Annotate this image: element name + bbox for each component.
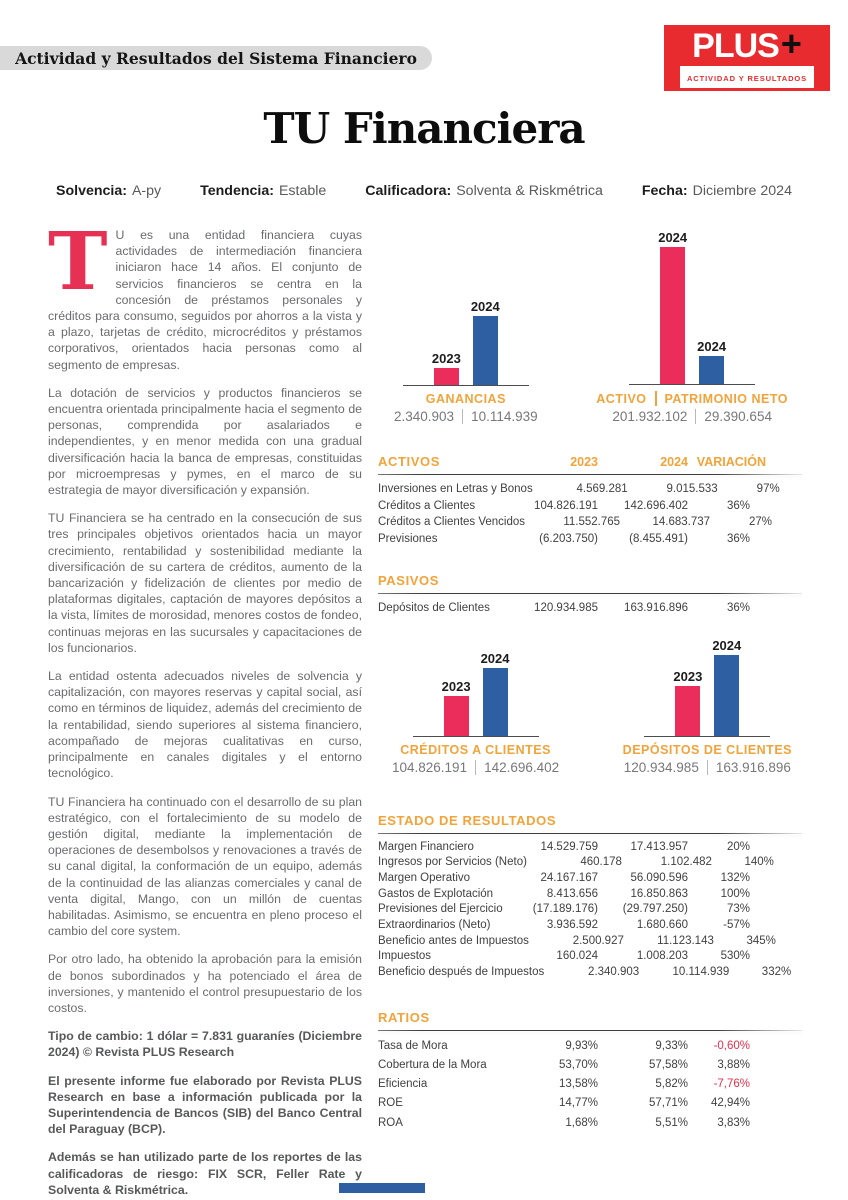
chart-value: 163.916.896 <box>715 759 791 775</box>
row-value: 1.008.203 <box>636 950 688 963</box>
chart-label: GANANCIAS <box>425 392 506 406</box>
logo-subtitle-strip <box>680 66 814 88</box>
table-row <box>378 934 802 950</box>
table-section-title: PASIVOS <box>378 573 440 588</box>
row-value: 8.413.656 <box>546 887 598 900</box>
bar-group-2024 <box>697 339 726 384</box>
bar-year-label: 2024 <box>480 650 510 666</box>
row-value: 3,83% <box>717 1116 750 1129</box>
row-value: 11.552.765 <box>563 516 621 528</box>
table-column-header: 2023 <box>570 455 598 469</box>
value-divider <box>707 760 708 775</box>
bar-group-2023 <box>432 351 461 385</box>
table-column-header: 2024 <box>660 455 688 469</box>
row-value: 14.683.737 <box>652 516 711 528</box>
row-value: 5,82% <box>655 1078 688 1091</box>
table-row <box>378 918 802 934</box>
paragraph-8: El presente informe fue elaborado por Revista PLUS Research en base a información publicada por la Superintendencia de Bancos (SIB) del Banco Central del Paraguay (BCP). <box>48 1073 362 1137</box>
row-value: 345% <box>746 934 776 947</box>
bar-blue <box>473 316 498 385</box>
chart-value: 2.340.903 <box>394 409 455 424</box>
row-value: 11.123.143 <box>657 934 714 947</box>
bar-blue <box>699 356 724 384</box>
table-row <box>378 949 802 965</box>
chart-bars <box>432 299 500 385</box>
row-label: ROA <box>378 1116 403 1129</box>
row-value: 9,93% <box>565 1039 598 1052</box>
row-value: 36% <box>726 532 750 545</box>
row-label: Beneficio antes de Impuestos <box>378 934 529 947</box>
footer-page-mark <box>339 1183 425 1193</box>
table-rule <box>378 474 802 475</box>
bar-group-2023 <box>673 669 702 736</box>
table-rule <box>378 1030 802 1031</box>
row-value: 2.500.927 <box>572 934 624 947</box>
table-row <box>378 1075 802 1094</box>
table-activos <box>378 454 802 547</box>
bar-pink <box>444 696 469 736</box>
row-value: 1.102.482 <box>660 856 712 869</box>
row-value: 5,51% <box>655 1116 688 1129</box>
chart-value: 104.826.191 <box>392 759 468 775</box>
row-value: 73% <box>726 903 750 916</box>
table-header <box>378 573 802 593</box>
bar-year-label: 2023 <box>441 678 471 694</box>
row-value: 132% <box>720 871 750 884</box>
bar-group-2024 <box>658 230 687 384</box>
table-row <box>378 1114 802 1133</box>
row-value: 4.569.281 <box>576 483 628 495</box>
chart-bars <box>442 651 510 736</box>
row-value: 460.178 <box>580 856 622 869</box>
row-label: Ingresos por Servicios (Neto) <box>378 856 527 869</box>
paragraph-1: T U es una entidad financiera cuyas actividades de intermediación financiera iniciaron hace 14 años. El conjunto de servicios financieros se centra en la concesión de préstamos personales y créditos para consumo, seguidos por ahorros a la vista y a plazo, tarjetas de crédito, microcréditos y préstamos corporativos, orientados hacia personas como al segmento de empresas. <box>48 214 362 372</box>
table-rule <box>378 833 802 834</box>
row-label: Beneficio después de Impuestos <box>378 966 545 979</box>
row-value: 9.015.533 <box>666 483 718 495</box>
table-row <box>378 1037 802 1056</box>
chart-title <box>426 392 506 406</box>
rating-meta-bar <box>56 183 792 199</box>
chart-value: 201.932.102 <box>612 409 688 424</box>
bar-pink <box>675 686 700 736</box>
meta-label: Solvencia: <box>56 183 127 199</box>
table-row <box>378 514 802 531</box>
row-value: 14.529.759 <box>540 840 598 853</box>
chart-values <box>392 760 559 775</box>
table-row <box>378 600 802 617</box>
chart-creditos-a-clientes <box>392 651 559 775</box>
dropcap-letter: T <box>48 214 108 308</box>
chart-values <box>394 409 538 424</box>
paragraph-2: La dotación de servicios y productos financieros se encuentra orientada principalmente hacia el segmento de personas, comprendida por asalariados e independientes, y en menor medida con una gradual diversificación hacia la banca de empresas, constituidas por microempresas y pymes, en el marco de su estrategia de mayor diversificación y expansión. <box>48 385 362 498</box>
row-label: Tasa de Mora <box>378 1039 448 1052</box>
page-title: TU Financiera <box>263 104 585 153</box>
table-section-title: ACTIVOS <box>378 454 440 469</box>
row-value: 142.696.402 <box>624 499 688 512</box>
estado-table-mount <box>378 813 802 981</box>
chart-bars <box>673 638 741 736</box>
chart-value: 120.934.985 <box>623 759 699 775</box>
row-label: Eficiencia <box>378 1078 428 1091</box>
chart-value: 10.114.939 <box>471 409 538 424</box>
table-header <box>378 1010 802 1030</box>
table-ratios <box>378 1010 802 1133</box>
meta-item-1 <box>56 183 161 199</box>
plus-icon: + <box>780 22 802 64</box>
row-value: -7,76% <box>713 1078 750 1091</box>
table-column-header: VARIACIÓN <box>696 455 766 469</box>
chart-value: 29.390.654 <box>704 409 772 424</box>
axis-baseline <box>629 384 755 385</box>
row-value: 1.680.660 <box>636 919 688 932</box>
row-value: 332% <box>761 966 792 979</box>
row-value: 53,70% <box>558 1059 598 1072</box>
table-row <box>378 965 802 981</box>
row-label: Previsiones <box>378 532 438 545</box>
chart-label: PATRIMONIO NETO <box>664 391 788 406</box>
row-value: 16.850.863 <box>630 887 688 900</box>
bar-group-2024 <box>712 638 741 736</box>
bar-group-2024 <box>481 651 510 736</box>
row-value: 13,58% <box>558 1078 598 1091</box>
paragraph-9: Además se han utilizado parte de los reportes de las calificadoras de riesgo: FIX SCR, Feller Rate y Solventa & Riskmétrica. <box>48 1150 362 1197</box>
bar-blue <box>714 655 739 736</box>
paragraph-7: Tipo de cambio: 1 dólar = 7.831 guaraníes (Diciembre 2024) © Revista PLUS Research <box>48 1029 362 1060</box>
meta-value: A-py <box>131 183 162 199</box>
bar-group-2023 <box>442 679 471 736</box>
row-value: 530% <box>720 950 750 963</box>
bar-year-label: 2024 <box>658 230 688 245</box>
row-value: 97% <box>756 483 780 495</box>
row-value: 2.340.903 <box>588 966 640 979</box>
paragraph-3: TU Financiera se ha centrado en la consecución de sus tres principales objetivos orientados hacia un mayor crecimiento, rentabilidad y sostenibilidad mediante la diversificación de su cartera de créditos, aumento de la bancarización y fidelización de clientes por medio de plataformas digitales, captación de mayores depósitos a la vista, límites de morosidad, menores costos de fondeo, continuas mejoras en las sucursales y capacitaciones de los funcionarios. <box>48 511 362 655</box>
chart-title <box>400 743 551 757</box>
bar-year-label: 2024 <box>470 299 500 314</box>
bar-year-label: 2024 <box>697 339 727 354</box>
axis-baseline <box>403 385 529 386</box>
chart-label: DEPÓSITOS DE CLIENTES <box>622 742 792 757</box>
table-row <box>378 855 802 871</box>
row-value: 163.916.896 <box>624 602 688 614</box>
table-row <box>378 481 802 498</box>
row-value: -57% <box>723 919 750 932</box>
table-section-title: RATIOS <box>378 1009 430 1025</box>
chart-label: CRÉDITOS A CLIENTES <box>400 742 551 757</box>
meta-item-4 <box>642 183 792 199</box>
row-value: (8.455.491) <box>629 532 688 545</box>
charts-row-middle <box>378 639 802 775</box>
bar-pink <box>660 247 685 384</box>
chart-label: ACTIVO <box>596 391 647 406</box>
plus-logo <box>664 22 830 91</box>
row-value: 10.114.939 <box>672 966 730 979</box>
table-row <box>378 902 802 918</box>
chart-title <box>596 391 788 406</box>
chart-value: 142.696.402 <box>484 759 560 775</box>
row-label: ROE <box>378 1097 403 1110</box>
paragraph-4: La entidad ostenta adecuados niveles de solvencia y capitalización, con mayores reservas y capital social, así como en términos de liquidez, además del crecimiento de la rentabilidad, siendo superiores al sistema financiero, acompañado de mejoras cualitativas en curso, principalmente en canales digitales y el entorno tecnológico. <box>48 669 362 781</box>
meta-label: Tendencia: <box>200 183 274 199</box>
activos-table-mount <box>378 454 802 547</box>
row-label: Créditos a Clientes Vencidos <box>378 516 526 528</box>
row-value: 160.024 <box>556 950 598 963</box>
row-value: 57,71% <box>648 1097 688 1110</box>
row-label: Extraordinarios (Neto) <box>378 919 491 932</box>
row-label: Previsiones del Ejercicio <box>378 903 503 916</box>
table-row <box>378 871 802 887</box>
paragraph-6: Por otro lado, ha obtenido la aprobación para la emisión de bonos subordinados y ha potenciado el área de inversiones, y mantenido el control presupuestario de los costos. <box>48 952 362 1015</box>
row-value: 120.934.985 <box>534 602 598 614</box>
table-row <box>378 840 802 856</box>
row-value: -0,60% <box>713 1039 750 1052</box>
bar-group-2024 <box>471 299 500 385</box>
value-divider <box>475 760 476 775</box>
logo-text: PLUS <box>692 26 779 65</box>
meta-value: Estable <box>278 183 327 199</box>
ratios-table-mount <box>378 1010 802 1133</box>
table-row <box>378 1094 802 1113</box>
bar-year-label: 2023 <box>431 351 461 366</box>
row-value: (17.189.176) <box>532 903 598 916</box>
article-column <box>48 214 362 1200</box>
row-value: 1,68% <box>565 1116 598 1129</box>
table-row <box>378 498 802 515</box>
chart-values <box>612 409 772 424</box>
row-value: 57,58% <box>648 1059 688 1072</box>
logo-subtitle: ACTIVIDAD Y RESULTADOS <box>686 73 808 83</box>
pasivos-table-mount <box>378 573 802 617</box>
table-section-title: ESTADO DE RESULTADOS <box>378 812 557 828</box>
bar-year-label: 2023 <box>673 668 703 684</box>
table-row <box>378 1056 802 1075</box>
meta-label: Calificadora: <box>365 183 452 199</box>
chart-bars <box>658 230 726 384</box>
chart-activo-patrimonio-neto <box>596 230 788 424</box>
bar-pink <box>434 368 459 385</box>
row-value: 36% <box>726 602 750 614</box>
chart-title <box>623 743 792 757</box>
row-label: Margen Operativo <box>378 871 471 884</box>
row-value: 140% <box>744 856 774 869</box>
paragraph-5: TU Financiera ha continuado con el desarrollo de su plan estratégico, con el fortalecimiento de su modelo de gestión digital, mediante la implementación de operaciones de desembolsos y renovaciones a través de su canal digital, la conformación de un equipo, además de la continuidad de las alianzas comerciales y canal de venta digital, Mango, con un millón de cuentas habilitadas. Asimismo, se encuentra en pleno proceso el cambio del core system. <box>48 794 362 939</box>
table-header <box>378 813 802 833</box>
row-value: 27% <box>749 516 773 528</box>
header-band-text: Actividad y Resultados del Sistema Financiero <box>15 48 417 68</box>
table-pasivos <box>378 573 802 617</box>
meta-value: Solventa & Riskmétrica <box>456 183 603 199</box>
row-value: 9,33% <box>655 1039 688 1052</box>
row-value: 3,88% <box>717 1059 750 1072</box>
row-label: Créditos a Clientes <box>378 499 476 512</box>
charts-row-top <box>378 228 802 424</box>
row-value: (6.203.750) <box>539 532 598 545</box>
row-label: Cobertura de la Mora <box>378 1059 487 1072</box>
chart-depositos-de-clientes <box>623 638 792 775</box>
row-value: 36% <box>726 499 750 512</box>
row-value: (29.797.250) <box>622 903 688 916</box>
logo-wordmark <box>692 22 802 65</box>
row-value: 3.936.592 <box>546 919 598 932</box>
meta-label: Fecha: <box>641 183 688 199</box>
row-value: 42,94% <box>710 1097 750 1110</box>
value-divider <box>695 409 696 424</box>
meta-item-3 <box>365 183 603 199</box>
axis-baseline <box>413 736 539 737</box>
table-estado-de-resultados <box>378 813 802 981</box>
row-value: 20% <box>726 840 750 853</box>
bar-year-label: 2024 <box>712 637 742 653</box>
table-row <box>378 531 802 548</box>
row-label: Gastos de Explotación <box>378 887 494 900</box>
meta-value: Diciembre 2024 <box>692 183 792 199</box>
chart-ganancias <box>394 299 538 424</box>
row-value: 17.413.957 <box>630 840 688 853</box>
chart-values <box>624 760 791 775</box>
row-label: Margen Financiero <box>378 840 474 853</box>
table-header <box>378 454 802 474</box>
row-label: Depósitos de Clientes <box>378 602 490 614</box>
label-divider <box>655 391 657 406</box>
bar-blue <box>483 668 508 736</box>
row-value: 14,77% <box>558 1097 598 1110</box>
row-value: 104.826.191 <box>534 499 598 512</box>
data-column <box>378 228 802 1133</box>
row-label: Impuestos <box>378 950 432 963</box>
row-value: 56.090.596 <box>630 871 688 884</box>
value-divider <box>462 409 463 424</box>
header-band <box>0 46 432 70</box>
row-label: Inversiones en Letras y Bonos <box>378 483 533 495</box>
meta-item-2 <box>200 183 326 199</box>
table-row <box>378 887 802 903</box>
row-value: 24.167.167 <box>540 871 598 884</box>
table-rule <box>378 593 802 594</box>
axis-baseline <box>644 736 770 737</box>
row-value: 100% <box>720 887 750 900</box>
